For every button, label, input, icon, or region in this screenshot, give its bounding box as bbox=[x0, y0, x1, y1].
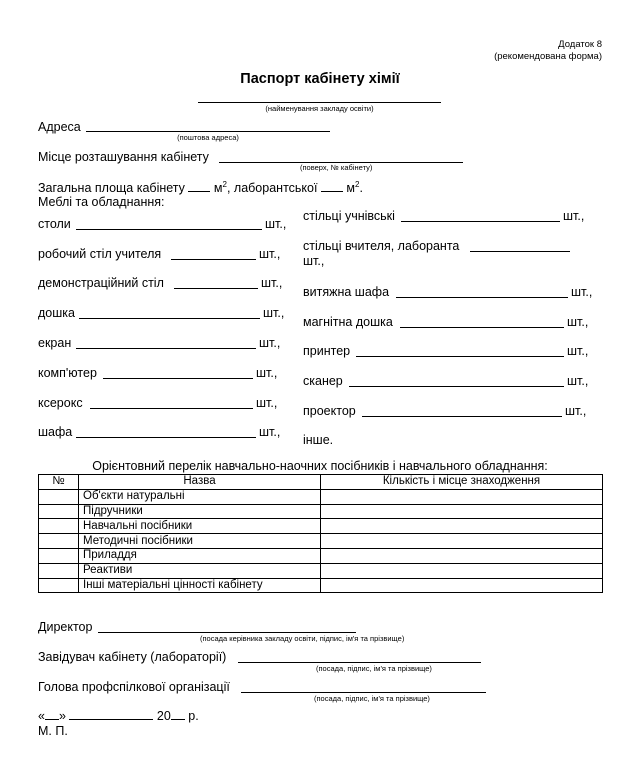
date-year-field[interactable] bbox=[171, 719, 185, 720]
scanner-field[interactable] bbox=[349, 386, 564, 387]
table-header-row bbox=[39, 475, 603, 490]
row-quantity-cell[interactable] bbox=[321, 534, 603, 549]
unit-label: шт., bbox=[567, 344, 589, 358]
date-day-field[interactable] bbox=[45, 719, 59, 720]
area-row bbox=[38, 180, 363, 195]
appendix-number: Додаток 8 bbox=[558, 39, 602, 50]
furniture-item-printer bbox=[303, 344, 350, 358]
item-label: комп'ютер bbox=[38, 366, 97, 380]
furniture-item-board bbox=[38, 306, 75, 320]
date-quote-close: » bbox=[58, 709, 66, 723]
row-name-cell: Реактиви bbox=[79, 563, 321, 578]
computer-field[interactable] bbox=[103, 378, 253, 379]
row-name-cell: Методичні посібники bbox=[79, 534, 321, 549]
date-quote-open: « bbox=[38, 709, 45, 723]
row-number-cell[interactable] bbox=[39, 563, 79, 578]
stamp-label: М. П. bbox=[38, 724, 68, 738]
unit-label: шт., bbox=[261, 276, 283, 290]
row-number-cell[interactable] bbox=[39, 534, 79, 549]
inventory-table bbox=[38, 474, 603, 593]
board-field[interactable] bbox=[79, 318, 260, 319]
unit-label: шт., bbox=[259, 336, 281, 350]
furniture-item-projector bbox=[303, 404, 356, 418]
row-quantity-cell[interactable] bbox=[321, 489, 603, 504]
row-number-cell[interactable] bbox=[39, 504, 79, 519]
tables-field[interactable] bbox=[76, 229, 262, 230]
row-name-cell: Навчальні посібники bbox=[79, 519, 321, 534]
row-quantity-cell[interactable] bbox=[321, 548, 603, 563]
item-label: екран bbox=[38, 336, 72, 350]
director-label: Директор bbox=[38, 620, 93, 634]
furniture-item-tables bbox=[38, 217, 71, 231]
table-row bbox=[39, 578, 603, 593]
student-chairs-field[interactable] bbox=[401, 221, 560, 222]
furniture-item-copier bbox=[38, 396, 83, 410]
unit-label: шт., bbox=[565, 404, 587, 418]
unit-label: шт., bbox=[265, 217, 287, 231]
area-prefix: Загальна площа кабінету bbox=[38, 181, 185, 196]
teacher-chairs-field[interactable] bbox=[470, 251, 570, 252]
head-label: Завідувач кабінету (лабораторії) bbox=[38, 650, 227, 664]
location-caption: (поверх, № кабінету) bbox=[300, 163, 373, 172]
copier-field[interactable] bbox=[90, 408, 253, 409]
unit-label: шт., bbox=[259, 425, 281, 439]
area-unit: м bbox=[213, 181, 223, 196]
item-label: магнітна дошка bbox=[303, 315, 393, 329]
item-label: стільці учнівські bbox=[303, 209, 395, 223]
table-row bbox=[39, 519, 603, 534]
teacher-desk-field[interactable] bbox=[171, 259, 256, 260]
area-unit-2: м bbox=[346, 181, 356, 196]
printer-field[interactable] bbox=[356, 356, 564, 357]
unit-label: шт., bbox=[256, 366, 278, 380]
table-row bbox=[39, 563, 603, 578]
row-number-cell[interactable] bbox=[39, 548, 79, 563]
unit-label: шт., bbox=[263, 306, 285, 320]
address-caption: (поштова адреса) bbox=[177, 133, 239, 142]
row-number-cell[interactable] bbox=[39, 519, 79, 534]
row-quantity-cell[interactable] bbox=[321, 578, 603, 593]
row-name-cell: Приладдя bbox=[79, 548, 321, 563]
address-label: Адреса bbox=[38, 120, 81, 134]
furniture-item-teacher-chairs bbox=[303, 239, 459, 253]
fume-hood-field[interactable] bbox=[396, 297, 568, 298]
item-label: витяжна шафа bbox=[303, 285, 390, 299]
item-label: дошка bbox=[38, 306, 75, 320]
item-label: сканер bbox=[303, 374, 343, 388]
unit-label: шт., bbox=[567, 374, 589, 388]
director-caption: (посада керівника закладу освіти, підпис, ім'я та прізвище) bbox=[200, 634, 405, 643]
furniture-item-teacher-desk bbox=[38, 247, 161, 261]
unit-label: шт., bbox=[563, 209, 585, 223]
screen-field[interactable] bbox=[76, 348, 256, 349]
page-title: Паспорт кабінету хімії bbox=[240, 71, 400, 87]
head-caption: (посада, підпис, ім'я та прізвище) bbox=[316, 664, 432, 673]
item-label: стільці вчителя, лаборанта bbox=[303, 239, 460, 253]
institution-field[interactable] bbox=[198, 102, 441, 103]
location-label: Місце розташування кабінету bbox=[38, 150, 209, 164]
header-quantity-location: Кількість і місце знаходження bbox=[321, 475, 603, 490]
appendix-form-note: (рекомендована форма) bbox=[494, 51, 602, 62]
furniture-item-magnetic-board bbox=[303, 315, 393, 329]
furniture-item-other: інше. bbox=[303, 433, 334, 447]
row-quantity-cell[interactable] bbox=[321, 504, 603, 519]
row-name-cell: Об'єкти натуральні bbox=[79, 489, 321, 504]
header-number: № bbox=[39, 475, 79, 490]
furniture-heading: Меблі та обладнання: bbox=[38, 195, 165, 209]
item-label: проектор bbox=[303, 404, 356, 418]
area-unit-power-2: 2 bbox=[355, 180, 360, 189]
unit-label: шт., bbox=[256, 396, 278, 410]
union-label: Голова профспілкової організації bbox=[38, 680, 230, 694]
item-label: ксерокс bbox=[38, 396, 83, 410]
table-row bbox=[39, 534, 603, 549]
unit-label: шт., bbox=[571, 285, 593, 299]
cabinet-field[interactable] bbox=[76, 437, 256, 438]
item-label: робочий стіл учителя bbox=[38, 247, 162, 261]
row-name-cell: Інші матеріальні цінності кабінету bbox=[79, 578, 321, 593]
table-row bbox=[39, 504, 603, 519]
date-row bbox=[38, 709, 199, 723]
furniture-item-screen bbox=[38, 336, 71, 350]
row-number-cell[interactable] bbox=[39, 489, 79, 504]
union-caption: (посада, підпис, ім'я та прізвище) bbox=[314, 694, 430, 703]
projector-field[interactable] bbox=[362, 416, 562, 417]
furniture-item-scanner bbox=[303, 374, 343, 388]
unit-label: шт., bbox=[303, 254, 325, 268]
furniture-item-student-chairs bbox=[303, 209, 395, 223]
date-year-prefix: 20 bbox=[156, 709, 171, 723]
furniture-item-cabinet bbox=[38, 425, 72, 439]
area-end: . bbox=[359, 181, 363, 196]
union-signature-field[interactable] bbox=[241, 692, 486, 693]
unit-label: шт., bbox=[259, 247, 281, 261]
area-unit-power: 2 bbox=[222, 180, 227, 189]
item-label: демонстраційний стіл bbox=[38, 276, 164, 290]
inventory-heading: Орієнтовний перелік навчально-наочних посібників і навчального обладнання: bbox=[92, 459, 548, 473]
director-signature-field[interactable] bbox=[98, 632, 356, 633]
date-month-field[interactable] bbox=[69, 719, 153, 720]
table-row bbox=[39, 548, 603, 563]
item-label: столи bbox=[38, 217, 71, 231]
furniture-item-computer bbox=[38, 366, 97, 380]
institution-caption: (найменування закладу освіти) bbox=[265, 104, 374, 113]
head-signature-field[interactable] bbox=[238, 662, 481, 663]
furniture-item-demo-table bbox=[38, 276, 164, 290]
row-quantity-cell[interactable] bbox=[321, 519, 603, 534]
item-label: принтер bbox=[303, 344, 351, 358]
table-row bbox=[39, 489, 603, 504]
header-name: Назва bbox=[79, 475, 321, 490]
area-total-field[interactable] bbox=[188, 191, 210, 192]
item-label: шафа bbox=[38, 425, 73, 439]
row-number-cell[interactable] bbox=[39, 578, 79, 593]
area-middle: , лаборантської bbox=[226, 181, 318, 196]
demo-table-field[interactable] bbox=[174, 288, 258, 289]
row-name-cell: Підручники bbox=[79, 504, 321, 519]
area-lab-field[interactable] bbox=[321, 191, 343, 192]
magnetic-board-field[interactable] bbox=[400, 327, 564, 328]
row-quantity-cell[interactable] bbox=[321, 563, 603, 578]
address-field[interactable] bbox=[86, 131, 330, 132]
date-year-suffix: р. bbox=[188, 709, 199, 723]
furniture-item-fume-hood bbox=[303, 285, 389, 299]
unit-label: шт., bbox=[567, 315, 589, 329]
